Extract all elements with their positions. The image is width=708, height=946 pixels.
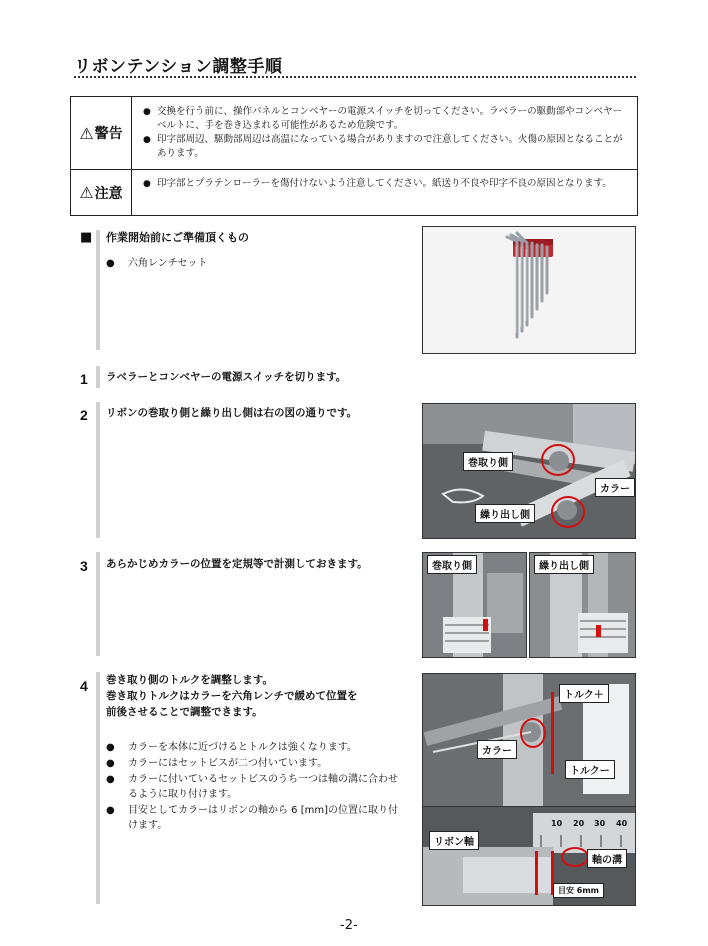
step-bar bbox=[96, 402, 100, 538]
warning-label: ⚠ 警告 bbox=[71, 97, 132, 169]
step-text: あらかじめカラーの位置を定規等で計測しておきます。 bbox=[106, 558, 368, 570]
caution-item: ● 印字部とプラテンローラーを傷付けないよう注意してください。紙送り不良や印字不良の原因となります。 bbox=[143, 177, 629, 191]
page-number: -2- bbox=[340, 918, 358, 933]
warning-text bbox=[143, 105, 629, 161]
ribbon-sides-photo bbox=[422, 403, 636, 539]
guide-6mm-label: 目安 6mm bbox=[553, 883, 604, 898]
warning-row bbox=[71, 97, 637, 170]
ruler-tick-label: 20 bbox=[573, 819, 585, 828]
step-text: リボンの巻取り側と繰り出し側は右の図の通りです。 bbox=[106, 407, 358, 419]
step-number: 4 bbox=[80, 678, 88, 694]
safety-notice-box bbox=[70, 96, 638, 216]
caution-text bbox=[143, 177, 629, 191]
collar-label: カラー bbox=[477, 740, 517, 759]
section-square-icon: ■ bbox=[80, 230, 93, 245]
warning-item: ● 印字部周辺、駆動部周辺は高温になっている場合がありますので注意してください。火傷の原因となることがあります。 bbox=[143, 133, 629, 161]
title-divider bbox=[74, 76, 636, 78]
step-number: 1 bbox=[80, 371, 88, 387]
ruler-tick-label: 40 bbox=[616, 819, 628, 828]
step-bar bbox=[96, 672, 100, 904]
shaft-measure-photo bbox=[422, 806, 636, 906]
list-item: ● カラーを本体に近づけるとトルクは強くなります。 bbox=[106, 740, 406, 755]
step4-bullets bbox=[106, 740, 406, 834]
list-item: ● カラーに付いているセットビスのうち一つは軸の溝に合わせるように取り付けます。 bbox=[106, 772, 406, 802]
collar-highlight bbox=[520, 718, 546, 748]
ruler-tick-label: 10 bbox=[551, 819, 563, 828]
caution-row bbox=[71, 170, 637, 215]
warning-item: ● 交換を行う前に、操作パネルとコンベヤーの電源スイッチを切ってください。ラベラーの駆動部やコンベヤーベルトに、手を巻き込まれる可能性があるため危険です。 bbox=[143, 105, 629, 133]
step-text: 巻き取り側のトルクを調整します。 巻き取りトルクはカラーを六角レンチで緩めて位置を 前後させることで調整できます。 bbox=[106, 674, 358, 718]
page-title: リボンテンション調整手順 bbox=[74, 57, 283, 77]
takeup-measure-photo bbox=[422, 552, 527, 658]
step-text: ラベラーとコンベヤーの電源スイッチを切ります。 bbox=[106, 371, 347, 383]
groove-highlight bbox=[561, 847, 589, 867]
warning-triangle-icon: ⚠ bbox=[79, 123, 94, 143]
ribbon-shaft-label: リボン軸 bbox=[429, 831, 479, 850]
supply-measure-photo bbox=[529, 552, 636, 658]
torque-minus-label: トルクー bbox=[565, 760, 615, 779]
ruler-tick-label: 30 bbox=[594, 819, 606, 828]
step-number: 2 bbox=[80, 407, 88, 423]
collar-label: カラー bbox=[595, 478, 635, 497]
torque-plus-label: トルク＋ bbox=[559, 684, 609, 703]
prep-heading: 作業開始前にご準備頂くもの bbox=[106, 231, 249, 244]
list-item: ● 目安としてカラーはリボンの軸から 6 [mm]の位置に取り付けます。 bbox=[106, 803, 406, 833]
prep-item: ● 六角レンチセット bbox=[106, 256, 208, 271]
list-item: ● カラーにはセットビスが二つ付いています。 bbox=[106, 756, 406, 771]
supply-side-label: 繰り出し側 bbox=[475, 504, 535, 523]
supply-side-label: 繰り出し側 bbox=[534, 555, 594, 574]
takeup-side-label: 巻取り側 bbox=[463, 452, 513, 471]
takeup-collar-highlight bbox=[541, 444, 575, 476]
step-bar bbox=[96, 366, 100, 388]
hex-wrench-set-photo bbox=[422, 226, 636, 354]
prep-list bbox=[106, 256, 208, 272]
torque-direction-arrow bbox=[551, 692, 554, 774]
caution-triangle-icon: ⚠ bbox=[79, 183, 94, 202]
torque-adjust-photo bbox=[422, 673, 636, 807]
takeup-side-label: 巻取り側 bbox=[427, 555, 477, 574]
step-bar bbox=[96, 552, 100, 656]
step-number: 3 bbox=[80, 558, 88, 574]
supply-collar-highlight bbox=[551, 496, 585, 528]
caution-label: ⚠ 注意 bbox=[71, 170, 132, 215]
shaft-groove-label: 軸の溝 bbox=[587, 849, 627, 868]
guide-line-left bbox=[535, 851, 538, 895]
prep-bar bbox=[96, 230, 100, 350]
